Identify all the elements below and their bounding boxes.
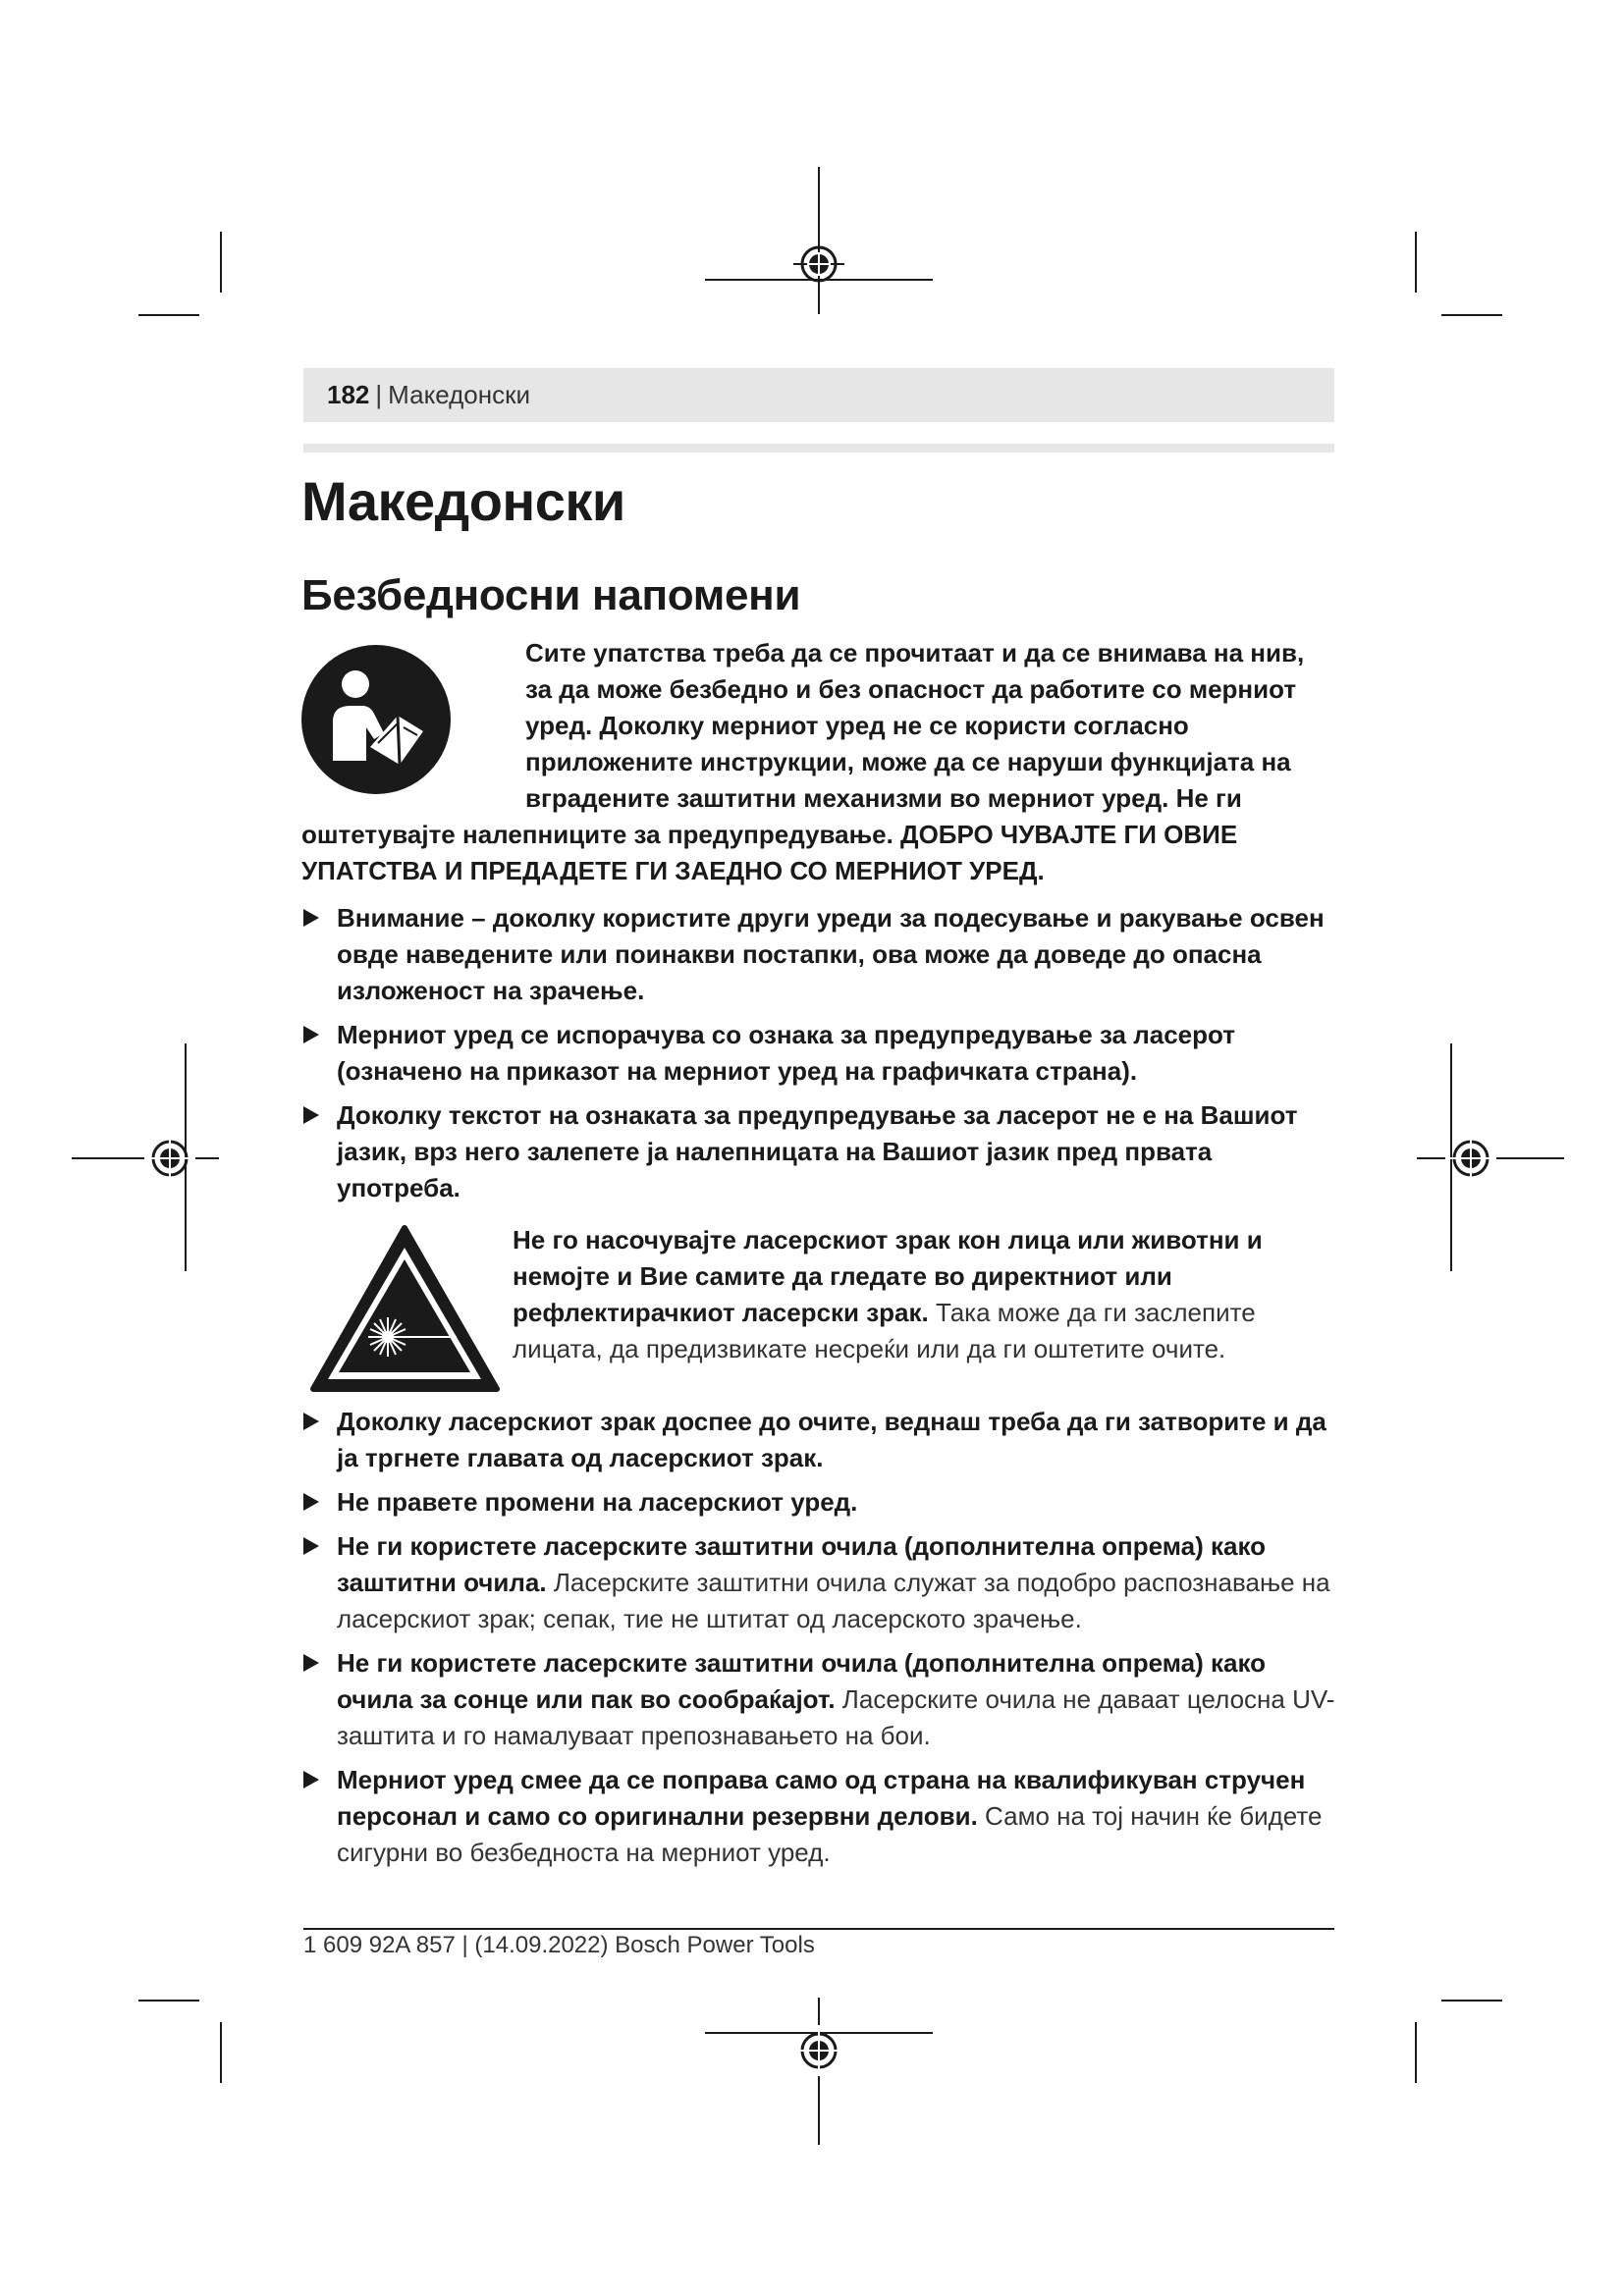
intro-text: Сите упатства треба да се прочитаат и да се внимава на нив, за да може безбедно и без опасност да работите со мерниот уред. Доколку мерниот уред не се користи согласно приложените инструкции, може да се наруши функцијата на вградените заштитни механизми во мерниот уред. Не ги оштетувајте налепниците за предупредување. ДОБРО ЧУВАЈТЕ ГИ ОВИЕ УПАТСТВА И ПРЕДАДЕТЕ ГИ ЗАЕДНО СО МЕРНИОТ УРЕД.	[301, 638, 1305, 885]
page-header	[303, 368, 1334, 422]
bullet-arrow-icon	[303, 1771, 319, 1789]
bullet-bold-text: Мерниот уред се испорачува со ознака за предупредување за ласерот (означено на приказот на мерниот уред на графичката страна).	[337, 1020, 1235, 1086]
header-separator: |	[375, 380, 383, 409]
bullet-arrow-icon	[303, 1413, 319, 1430]
bullet-bold-text: Не ги користете ласерските заштитни очила (дополнителна опрема) како очила за сонце или пак во сообраќајот.	[337, 1648, 1267, 1714]
list-item	[301, 1017, 1342, 1090]
laser-warning-normal: Така може да ги заслепите лицата, да предизвикате несреќи или да ги оштетите очите.	[513, 1298, 1256, 1363]
bullet-bold-text: Внимание – доколку користите други уреди за подесување и ракување освен овде наведените или поинакви постапки, ова може да доведе до опасна изложеност на зрачење.	[337, 903, 1325, 1005]
bullet-bold-text: Не правете промени на ласерскиот уред.	[337, 1487, 858, 1517]
bullet-arrow-icon	[303, 1654, 319, 1672]
bullet-arrow-icon	[303, 1537, 319, 1555]
list-item	[301, 1484, 1342, 1521]
bullet-arrow-icon	[303, 1493, 319, 1511]
laser-warning-bold: Не го насочувајте ласерскиот зрак кон лица или животни и немојте и Вие самите да гледате во директниот или рефлектирачкиот ласерски зрак.	[513, 1225, 1263, 1327]
safety-list-bottom	[301, 1404, 1342, 1879]
laser-warning-icon	[309, 1224, 501, 1393]
registration-mark-icon	[793, 239, 844, 290]
bullet-bold-text: Мерниот уред смее да се поправа само од страна на квалификуван стручен персонал и само со оригинални резервни делови.	[337, 1765, 1306, 1831]
safety-list-top	[301, 900, 1342, 1214]
bullet-arrow-icon	[303, 1026, 319, 1043]
list-item	[301, 1404, 1342, 1476]
bullet-arrow-icon	[303, 909, 319, 927]
bullet-normal-text: Ласерските заштитни очила служат за подобро распознавање на ласерскиот зрак; сепак, тие не штитат од ласерското зрачење.	[337, 1568, 1330, 1633]
bullet-bold-text: Доколку ласерскиот зрак доспее до очите, веднаш треба да ги затворите и да ја тргнете главата од ласерскиот зрак.	[337, 1407, 1326, 1472]
list-item	[301, 1645, 1342, 1754]
laser-warning-text	[513, 1222, 1327, 1367]
footer-divider	[303, 1928, 1334, 1930]
list-item	[301, 1762, 1342, 1871]
list-item	[301, 900, 1342, 1009]
registration-mark-icon	[793, 2025, 844, 2076]
bullet-normal-text: Само на тој начин ќе бидете сигурни во безбедноста на мерниот уред.	[337, 1801, 1323, 1867]
registration-mark-icon	[1445, 1133, 1496, 1184]
bullet-arrow-icon	[303, 1106, 319, 1124]
page-title: Македонски	[301, 470, 625, 532]
bullet-bold-text: Не ги користете ласерските заштитни очила (дополнителна опрема) како заштитни очила.	[337, 1531, 1267, 1597]
page-number: 182	[327, 380, 370, 409]
bullet-bold-text: Доколку текстот на ознаката за предупредување за ласерот не е на Вашиот јазик, врз него залепете ја налепницата на Вашиот јазик пред првата употреба.	[337, 1100, 1298, 1202]
intro-paragraph	[301, 635, 1337, 889]
bullet-normal-text: Ласерските очила не даваат целосна UV-заштита и го намалуваат препознавањето на бои.	[337, 1684, 1335, 1750]
list-item	[301, 1528, 1342, 1637]
registration-mark-icon	[144, 1133, 195, 1184]
list-item	[301, 1097, 1342, 1206]
page-footer: 1 609 92A 857 | (14.09.2022) Bosch Power Tools	[303, 1932, 815, 1958]
header-divider	[303, 444, 1334, 453]
section-title: Безбедносни напомени	[301, 571, 801, 619]
header-language: Македонски	[388, 380, 531, 409]
